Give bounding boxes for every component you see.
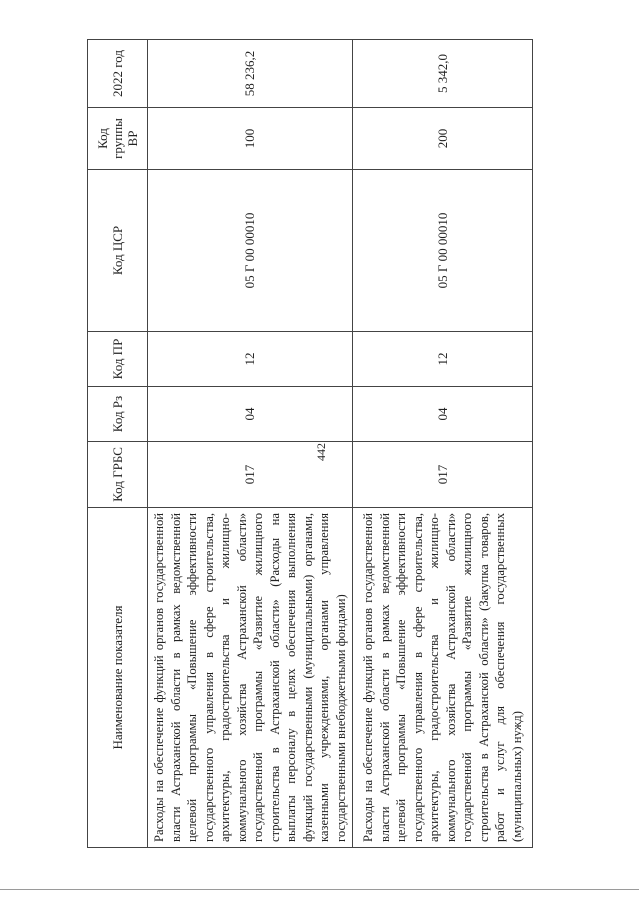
page-number: 442 [314,443,328,461]
rotated-table-frame [87,40,524,848]
table-row [148,40,353,848]
row-year: 5 342,0 [353,40,533,108]
budget-table [87,39,533,848]
header-csr: Код ЦСР [88,170,148,332]
row-csr: 05 Г 00 00010 [148,170,353,332]
row-pr: 12 [353,332,533,387]
row-csr: 05 Г 00 00010 [353,170,533,332]
row-vr: 100 [148,108,353,170]
row-year: 58 236,2 [148,40,353,108]
table-row [353,40,533,848]
row-rz: 04 [353,387,533,442]
header-year: 2022 год [88,40,148,108]
header-vr: Код группы ВР [88,108,148,170]
table-container [87,40,524,848]
row-grbs: 017 [148,442,353,508]
row-name: Расходы на обеспечение функций органов государственной власти Астраханской области в рамках ведомственной целевой программы «Повышение эффективности государственного управления в сфере строительства, архитектуры, градостроительства и жилищно-коммунального хозяйства Астраханской области» государственной программы «Развитие жилищного строительства в Астраханской области» (Расходы на выплаты персоналу в целях обеспечения выполнения функций государственными (муниципальными) органами, казенными учреждениями, органами управления государственными внебюджетными фондами) [148,508,353,848]
row-rz: 04 [148,387,353,442]
header-rz: Код Рз [88,387,148,442]
header-row [88,40,148,848]
row-pr: 12 [148,332,353,387]
header-pr: Код ПР [88,332,148,387]
row-grbs: 017 [353,442,533,508]
row-vr: 200 [353,108,533,170]
row-name: Расходы на обеспечение функций органов государственной власти Астраханской области в рамках ведомственной целевой программы «Повышение эффективности государственного управления в сфере строительства, архитектуры, градостроительства и жилищно-коммунального хозяйства Астраханской области» государственной программы «Развитие жилищного строительства в Астраханской области» (Закупка товаров, работ и услуг для обеспечения государственных (муниципальных) нужд) [353,508,533,848]
header-grbs: Код ГРБС [88,442,148,508]
page-bottom-divider [0,889,639,890]
header-name: Наименование показателя [88,508,148,848]
